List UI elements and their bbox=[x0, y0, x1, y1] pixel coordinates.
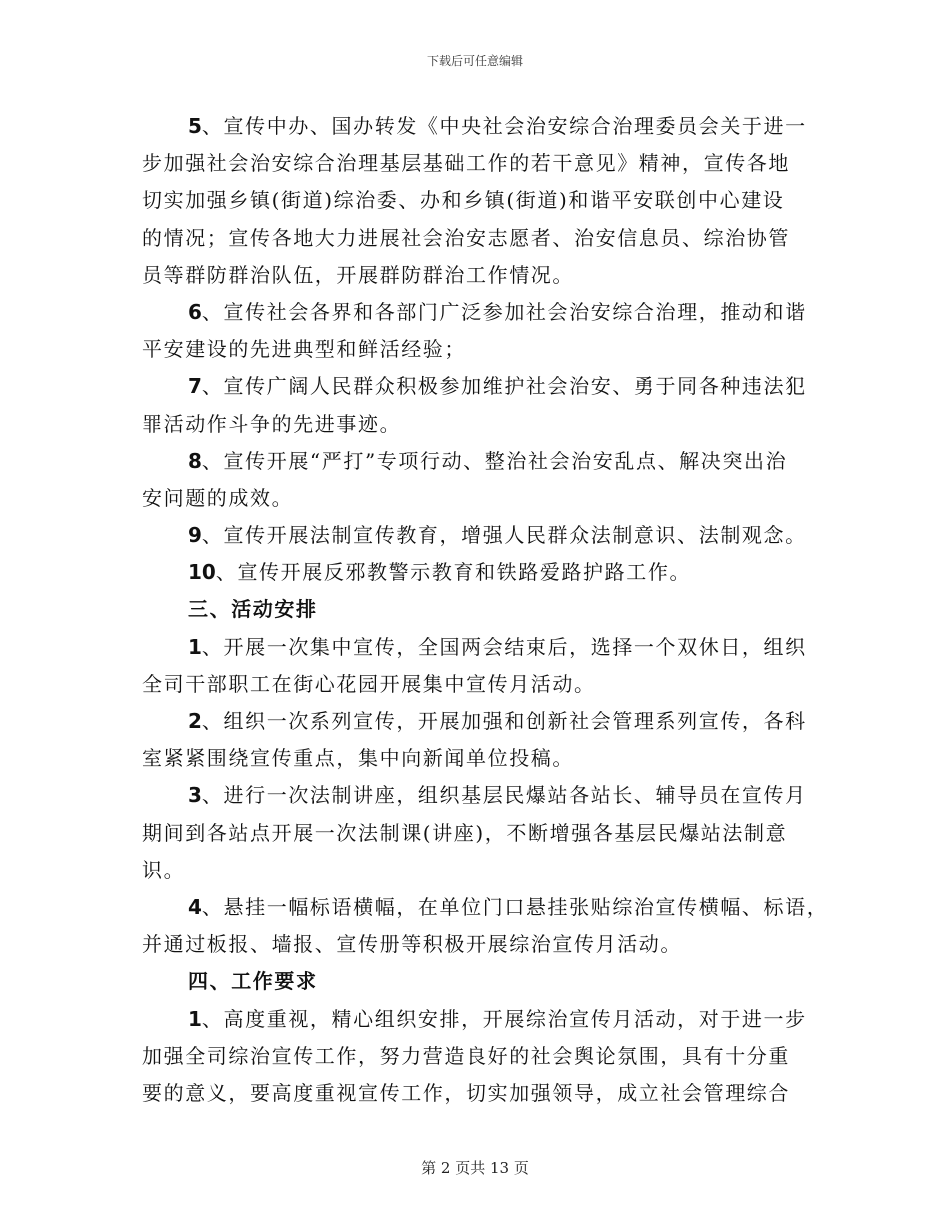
text-line bbox=[142, 852, 810, 889]
line-text: 罪活动作斗争的先进事迹。 bbox=[142, 411, 402, 436]
item-number: 2 bbox=[188, 709, 202, 733]
line-text: 、宣传开展反邪教警示教育和铁路爱路护路工作。 bbox=[215, 560, 692, 585]
text-line bbox=[142, 815, 810, 852]
section-heading bbox=[142, 591, 810, 628]
text-line bbox=[142, 889, 829, 926]
line-text: 安问题的成效。 bbox=[142, 485, 294, 510]
document-body bbox=[142, 108, 829, 1112]
line-text: 四、工作要求 bbox=[188, 969, 318, 994]
item-number: 1 bbox=[188, 634, 202, 659]
line-text: 员等群防群治队伍，开展群防群治工作情况。 bbox=[142, 262, 574, 287]
line-text: 并通过板报、墙报、宣传册等积极开展综治宣传月活动。 bbox=[142, 932, 682, 957]
text-line bbox=[142, 145, 810, 182]
text-line bbox=[142, 1038, 810, 1075]
text-line bbox=[142, 108, 810, 145]
text-line bbox=[142, 926, 810, 963]
line-text: 、宣传社会各界和各部门广泛参加社会治安综合治理，推动和谐 bbox=[201, 299, 807, 324]
section-heading bbox=[142, 963, 810, 1000]
line-text: 、开展一次集中宣传，全国两会结束后，选择一个双休日，组织 bbox=[201, 634, 807, 659]
line-text: 的情况；宣传各地大力进展社会治安志愿者、治安信息员、综治协管 bbox=[142, 225, 790, 250]
item-number: 1 bbox=[188, 1006, 202, 1031]
page-header: 下载后可任意编辑 bbox=[426, 54, 523, 68]
line-text: 、宣传中办、国办转发《中央社会治安综合治理委员会关于进一 bbox=[201, 114, 807, 138]
item-number: 4 bbox=[188, 894, 202, 919]
text-line bbox=[142, 406, 810, 443]
text-line bbox=[142, 517, 810, 554]
line-text: 、宣传广阔人民群众积极参加维护社会治安、勇于同各种违法犯 bbox=[201, 374, 807, 399]
text-line bbox=[142, 443, 810, 480]
text-line bbox=[142, 1075, 810, 1112]
text-line bbox=[142, 182, 810, 219]
line-text: 识。 bbox=[142, 857, 186, 882]
text-line bbox=[142, 480, 810, 517]
item-number: 6 bbox=[188, 299, 202, 324]
line-text: 、宣传开展“严打”专项行动、整治社会治安乱点、解决突出治 bbox=[201, 448, 788, 473]
text-line bbox=[142, 257, 810, 294]
item-number: 9 bbox=[188, 523, 202, 548]
line-text: 、悬挂一幅标语横幅，在单位门口悬挂张贴综治宣传横幅、标语， bbox=[201, 894, 829, 919]
line-text: 室紧紧围绕宣传重点，集中向新闻单位投稿。 bbox=[142, 746, 574, 771]
page-footer: 第 2 页共 13 页 bbox=[421, 1159, 529, 1177]
text-line bbox=[142, 554, 810, 591]
text-line bbox=[142, 294, 810, 331]
item-number: 5 bbox=[188, 114, 202, 138]
text-line bbox=[142, 1001, 810, 1038]
line-text: 切实加强乡镇(街道)综治委、办和乡镇(街道)和谐平安联创中心建设 bbox=[142, 188, 785, 213]
line-text: 期间到各站点开展一次法制课(讲座)，不断增强各基层民爆站法制意 bbox=[142, 820, 788, 845]
text-line bbox=[142, 331, 810, 368]
text-line bbox=[142, 666, 810, 703]
text-line bbox=[142, 629, 810, 666]
line-text: 三、活动安排 bbox=[188, 597, 318, 622]
line-text: 、宣传开展法制宣传教育，增强人民群众法制意识、法制观念。 bbox=[201, 523, 807, 548]
line-text: 加强全司综治宣传工作，努力营造良好的社会舆论氛围，具有十分重 bbox=[142, 1043, 790, 1068]
line-text: 平安建设的先进典型和鲜活经验； bbox=[142, 337, 466, 362]
text-line bbox=[142, 777, 810, 814]
item-number: 3 bbox=[188, 783, 202, 808]
text-line bbox=[142, 740, 810, 777]
text-line bbox=[142, 220, 810, 257]
item-number: 8 bbox=[188, 448, 202, 473]
line-text: 、组织一次系列宣传，开展加强和创新社会管理系列宣传，各科 bbox=[201, 709, 807, 733]
item-number: 10 bbox=[188, 560, 216, 585]
line-text: 、高度重视，精心组织安排，开展综治宣传月活动，对于进一步 bbox=[201, 1006, 807, 1031]
text-line bbox=[142, 368, 810, 405]
line-text: 要的意义，要高度重视宣传工作，切实加强领导，成立社会管理综合 bbox=[142, 1080, 790, 1105]
item-number: 7 bbox=[188, 374, 202, 399]
line-text: 、进行一次法制讲座，组织基层民爆站各站长、辅导员在宣传月 bbox=[201, 783, 807, 808]
line-text: 步加强社会治安综合治理基层基础工作的若干意见》精神，宣传各地 bbox=[142, 151, 790, 176]
text-line bbox=[142, 703, 810, 740]
line-text: 全司干部职工在街心花园开展集中宣传月活动。 bbox=[142, 671, 596, 696]
